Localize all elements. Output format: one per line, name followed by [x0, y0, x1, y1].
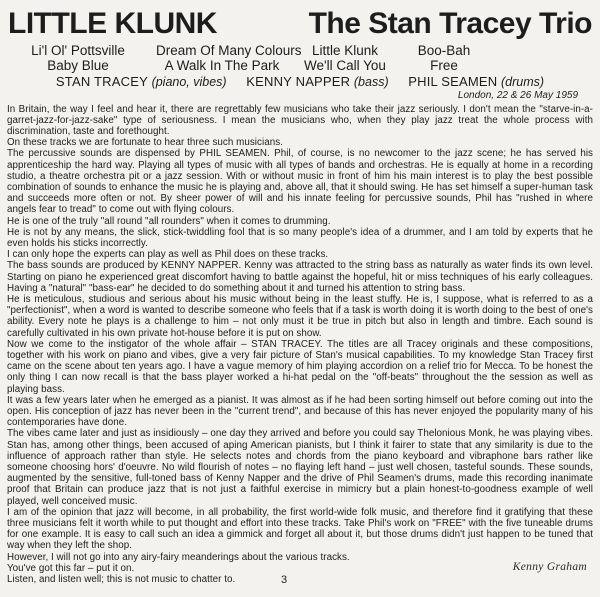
track-title: Little Klunk [311, 42, 379, 58]
musician-instrument: (piano, vibes) [151, 74, 227, 89]
liner-notes-paragraph: On these tracks we are fortunate to hear three such musicians. [7, 137, 283, 149]
liner-notes-paragraph: However, I will not go into any airy-fairy meanderings about the various tracks. [7, 551, 350, 563]
track-title: Li'l Ol' Pottsville [31, 42, 125, 58]
album-title: LITTLE KLUNK [8, 7, 217, 40]
liner-notes-paragraph: He is meticulous, studious and serious about his music without being in the least stuffy. He is, I suppose, what is referred to as a "perfectionist", when a word is wanted to describe someone who feels that if a task is worth doing it is worth doing to the best of one's ability. Every note he plays is a challenge to him – not only must it be true in pitch but also in length and timbre. Each sound is carefully cultivated in his own private hot-house before it is put on show. [7, 293, 593, 339]
artist-name: The Stan Tracey Trio [308, 7, 592, 40]
musician [246, 74, 388, 89]
musician [56, 74, 227, 89]
liner-notes-paragraph: Listen, and listen well; this is not music to chatter to. [7, 574, 236, 586]
musician-name: PHIL SEAMEN [408, 73, 498, 89]
page-number: 3 [281, 574, 288, 586]
liner-notes-paragraph: The bass sounds are produced by KENNY NAPPER. Kenny was attracted to the string bass as naturally as water finds its own level. Starting on piano he experienced great discomfort having to battle against the hopeful, hit or miss techniques of his early colleagues. Having a "natural" "bass-ear" he decided to do something about it and turned his attention to string bass. [7, 260, 593, 294]
personnel-line [0, 74, 600, 90]
musician-name: KENNY NAPPER [246, 73, 351, 89]
liner-notes-paragraph: You've got this far – put it on. [7, 562, 135, 574]
liner-notes-paragraph: He is one of the truly "all round "all rounders" when it comes to drumming. [7, 215, 331, 227]
track-row-2 [0, 58, 600, 73]
track-title: A Walk In The Park [164, 57, 280, 73]
track-title: Baby Blue [47, 57, 109, 73]
track-title: Boo-Bah [417, 42, 471, 58]
track-title: Free [430, 57, 458, 73]
liner-notes-paragraph: The vibes came later and just as insidiously – one day they arrived and before you could say Thelonious Monk, he was playing vibes. Stan has, among other things, been accused of aping American pianists, but I think it fairer to state that any similarity is due to the influence of approach rather than style. He selects notes and chords from the piano keyboard and vibraphone bars rather like someone choosing hors' d'oeuvre. No wild flourish of notes – no flaying left hand – just well chosen, tasteful sounds. These sounds, augmented by the sensitive, full-toned bass of Kenny Napper and the drive of Phil Seamen's drums, made this recording inanimate proof that Britain can produce jazz that is not just a faithful exercise in mimicry but a plain honest-to-goodness example of well played, well conceived music. [7, 428, 593, 507]
liner-notes-text [0, 101, 600, 586]
track-title: We'll Call You [304, 57, 386, 73]
track-list [0, 43, 600, 73]
author-credit: Kenny Graham [512, 561, 587, 573]
header [0, 0, 600, 101]
liner-notes-paragraph: Now we come to the instigator of the whole affair – STAN TRACEY. The titles are all Tracey originals and these compositions, together with his work on piano and vibes, give a very fair picture of Stan's musical capabilities. To my knowledge Stan Tracey first came on the scene about ten years ago. I have a vague memory of him playing accordion on a relief trio for Mecca. To be honest the only thing I can now recall is that the bass player worked a hi-hat pedal on the "off-beats" throughout the the session as well as playing bass. [7, 338, 593, 395]
musician-instrument: (bass) [353, 74, 389, 89]
liner-notes-paragraph: I can only hope the experts can play as well as Phil does on these tracks. [7, 249, 329, 261]
track-row-1 [0, 43, 600, 58]
liner-notes-paragraph: He is not by any means, the slick, stick-twiddling fool that is so many people's idea of a drummer, and I am told by experts that he even holds his sticks incorrectly. [7, 226, 593, 249]
musician-name: STAN TRACEY [55, 73, 148, 89]
liner-notes-paragraph: The percussive sounds are dispensed by PHIL SEAMEN. Phil, of course, is no newcomer to the jazz scene; he has served his apprenticeship the hard way. Playing all types of music with all types of bands and orchestras. He is equally at home in a recording studio, a theatre orchestra pit or a jazz session. With or without music in front of him his main interest is to play the best possible combination of sounds to enhance the music he is playing and, above all, that it should swing. He has set himself a super-human task and succeeds more often or not. By sheer power of will and his innate feeling for percussive sounds, Phil has "rushed in where angels fear to tread" to come out with flying colours. [7, 148, 593, 216]
liner-notes-paragraph: I am of the opinion that jazz will become, in all probability, the first world-wide folk music, and therefore find it gratifying that these three musicians felt it worth while to put thought and effort into these tracks. Take Phil's work on "FREE" with the five tuneable drums for one example. It is easy to call such an idea a gimmick and forget all about it, but those drums didn't just happen to be tuned that way when they left the shop. [7, 506, 593, 552]
track-title: Dream Of Many Colours [156, 42, 302, 58]
liner-notes-paragraph: In Britain, the way I feel and hear it, there are regrettably few musicians who take their jazz seriously. I don't mean the "starve-in-a-garret-jazz-for-jazz-sake" type of seriousness. I mean the musicians who, when they play jazz treat the whole process with discrimination, taste and forethought. [7, 103, 593, 137]
musician [408, 74, 544, 89]
title-row [0, 0, 600, 40]
musician-instrument: (drums) [501, 74, 545, 89]
liner-notes-paragraph: It was a few years later when he emerged as a pianist. It was almost as if he had been sorting himself out before coming out into the open. His conception of jazz has never been in the "current trend", and because of this has never enjoyed the popularity many of his contemporaries have done. [7, 394, 593, 429]
session-info: London, 22 & 26 May 1959 [457, 89, 578, 101]
